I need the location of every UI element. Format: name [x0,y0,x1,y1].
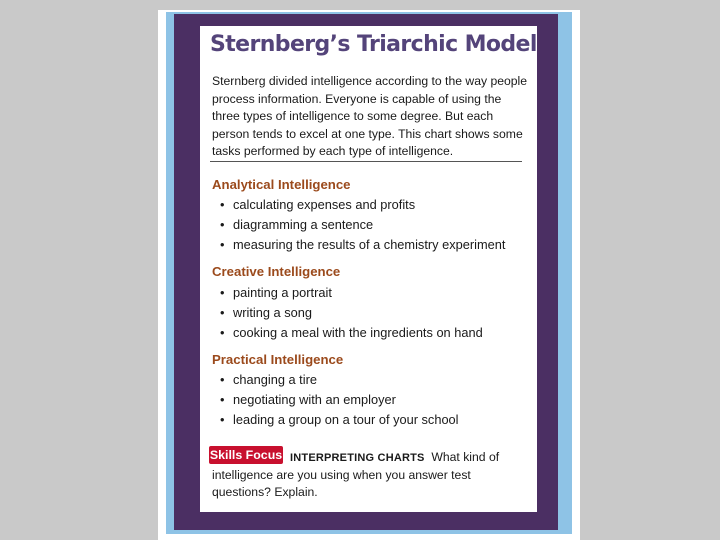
list-item-text: diagramming a sentence [233,217,374,232]
skills-focus-label: INTERPRETING CHARTS [290,452,425,464]
bullet-icon: • [220,197,225,212]
bullet-icon: • [220,325,225,340]
bullet-icon: • [220,412,225,427]
skills-focus-question [212,449,530,501]
list-item [218,370,459,390]
skills-focus-badge: Skills Focus [209,448,283,462]
list-item-text: cooking a meal with the ingredients on hand [233,325,483,340]
page-title: Sternberg’s Triarchic Model [210,32,537,57]
list-item [218,235,505,255]
list-item [218,283,483,303]
list-item-text: leading a group on a tour of your school [233,412,459,427]
list-item [218,390,459,410]
list-item-text: writing a song [233,305,312,320]
list-item [218,303,483,323]
bullet-icon: • [220,217,225,232]
list-item-text: negotiating with an employer [233,392,396,407]
list-item-text: painting a portrait [233,285,332,300]
list-item [218,195,505,215]
list-item [218,323,483,343]
section-heading-analytical: Analytical Intelligence [212,177,351,192]
divider [210,161,522,162]
list-practical [218,370,459,430]
bullet-icon: • [220,305,225,320]
list-item-text: changing a tire [233,372,317,387]
list-item-text: measuring the results of a chemistry experiment [233,237,506,252]
bullet-icon: • [220,392,225,407]
bullet-icon: • [220,237,225,252]
section-heading-creative: Creative Intelligence [212,264,341,279]
list-item-text: calculating expenses and profits [233,197,416,212]
list-creative [218,283,483,343]
list-analytical [218,195,505,255]
intro-paragraph: Sternberg divided intelligence according to the way people process information. Everyone is capable of using the three types of intelligence to some degree. But each person tends to excel at one type. This chart shows some tasks performed by each type of intelligence. [212,74,528,158]
list-item [218,215,505,235]
bullet-icon: • [220,285,225,300]
bullet-icon: • [220,372,225,387]
section-heading-practical: Practical Intelligence [212,352,344,367]
skills-focus-question-text: What kind of intelligence are you using when you answer test questions? Explain. [212,450,500,499]
list-item [218,410,459,430]
